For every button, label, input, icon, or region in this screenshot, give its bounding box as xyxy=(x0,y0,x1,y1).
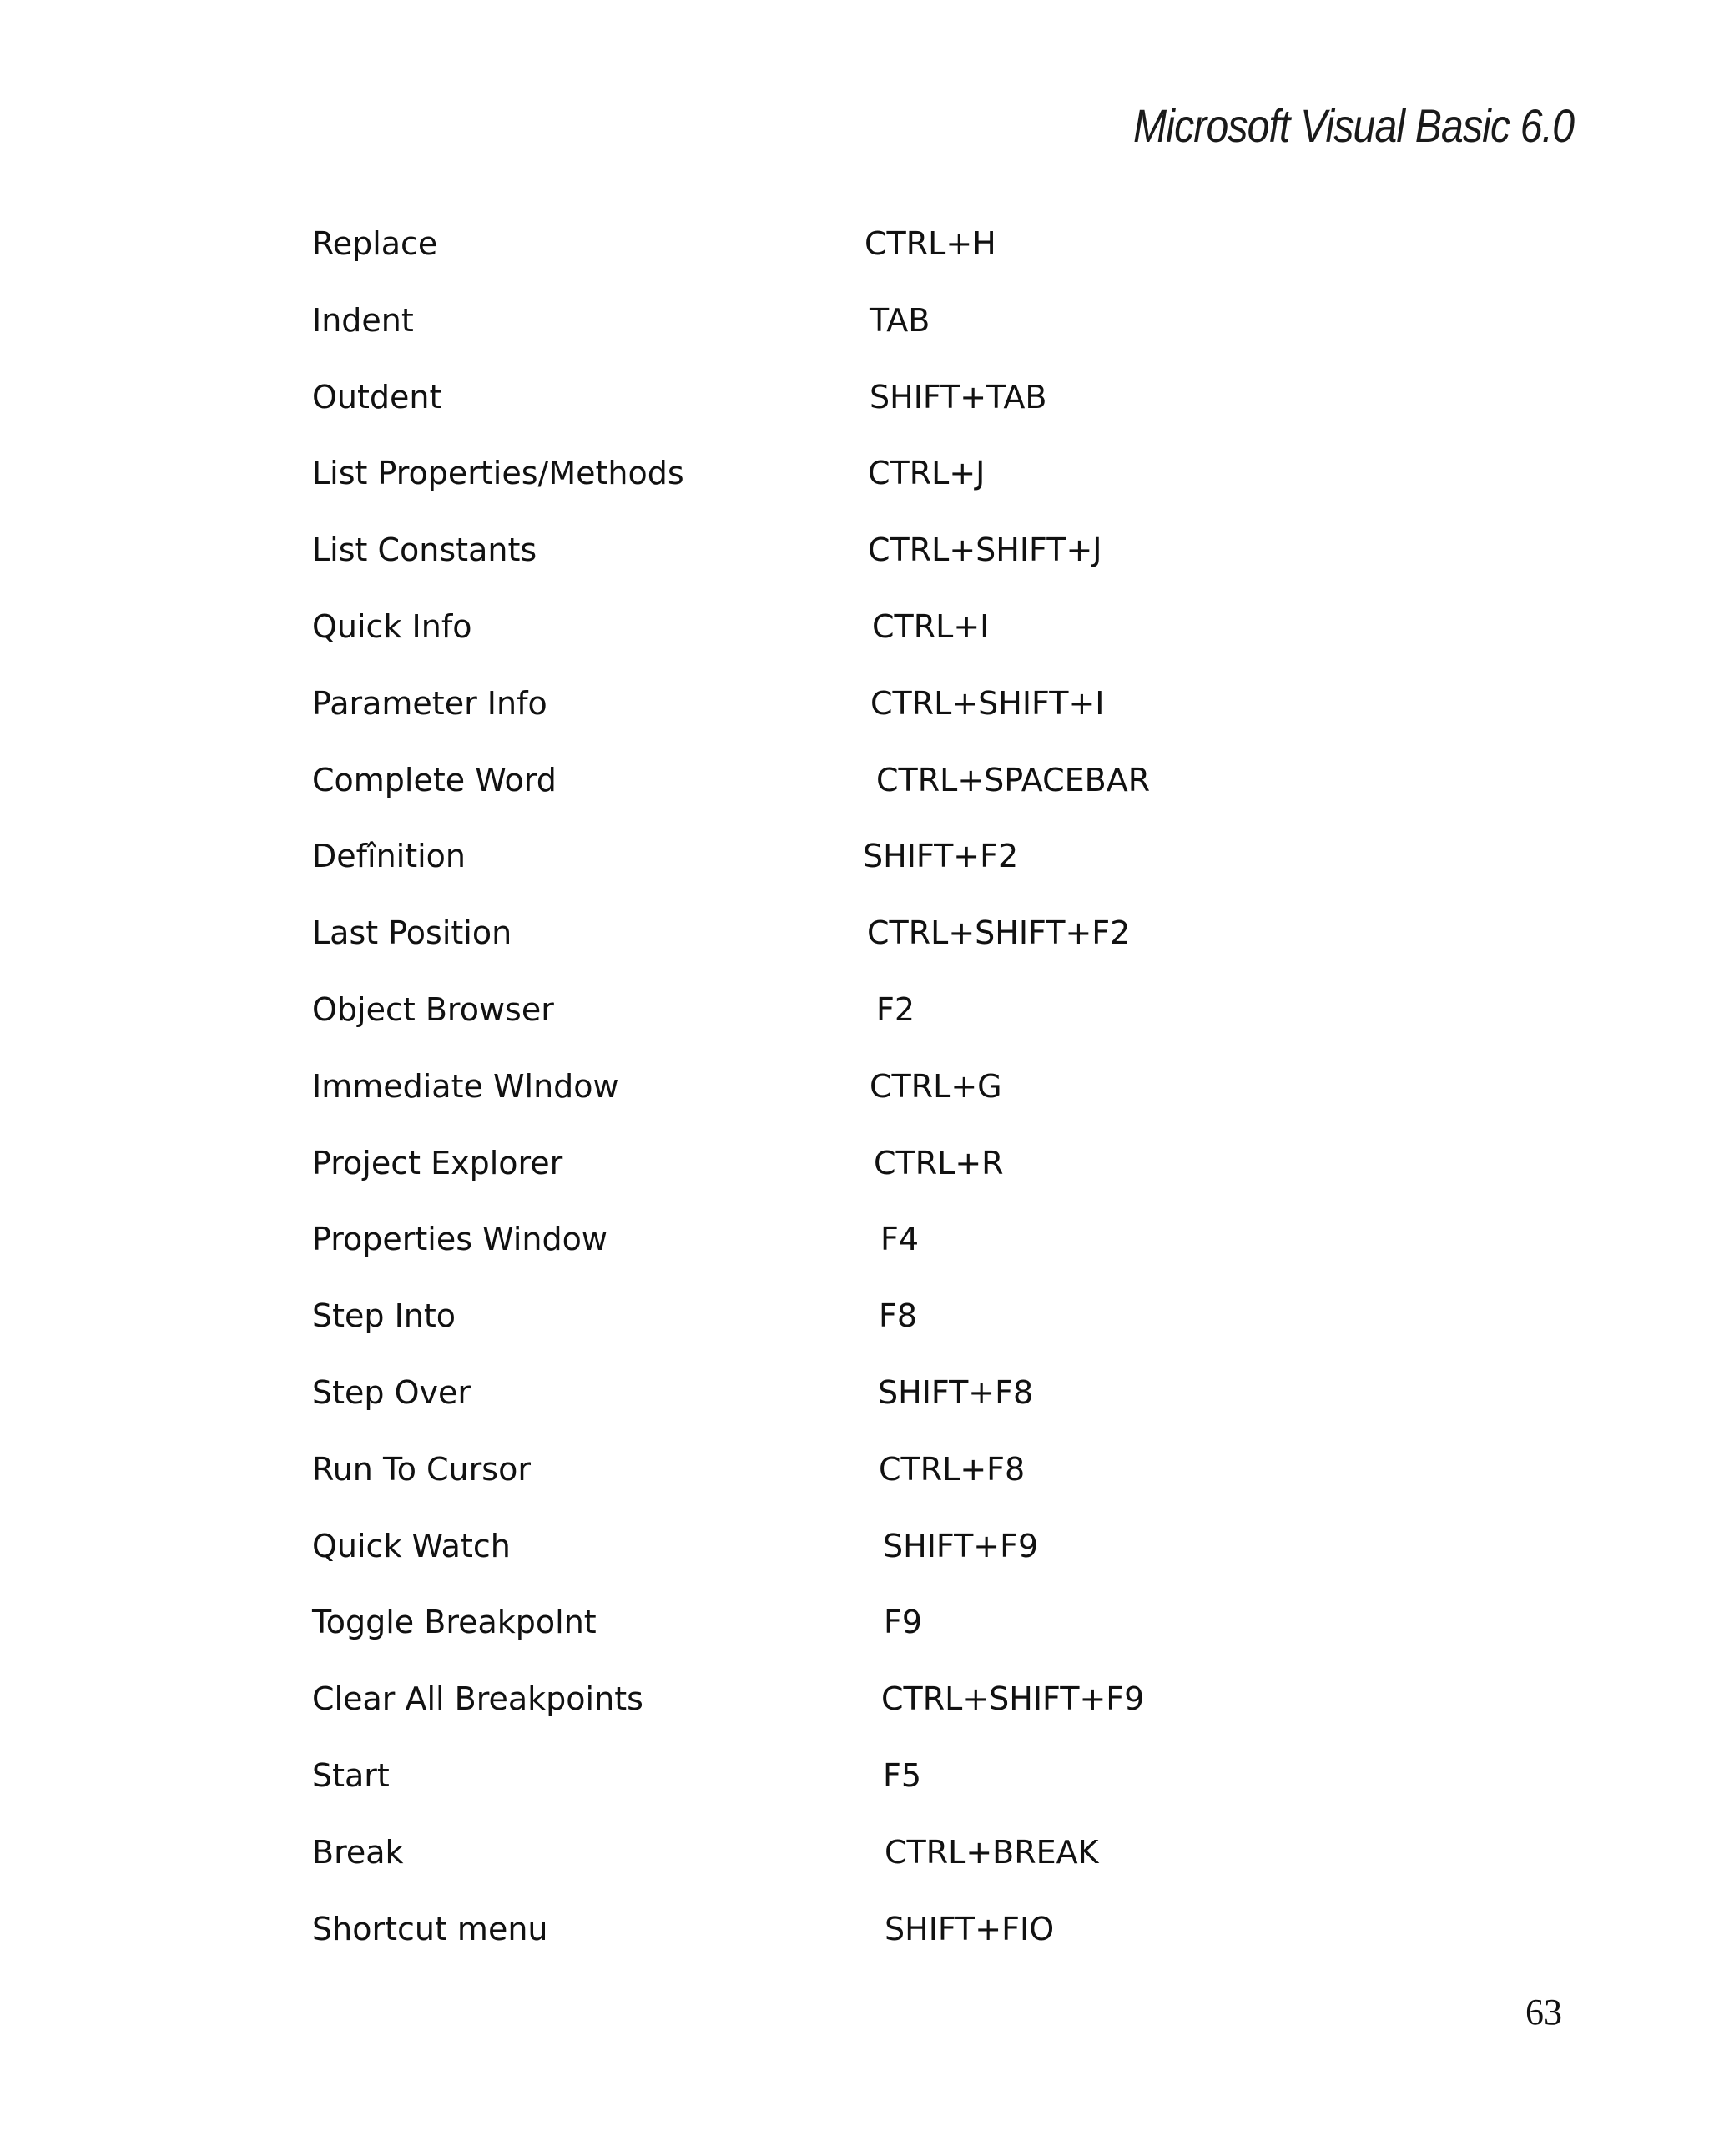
shortcut-row xyxy=(312,372,1397,449)
key-combo: F5 xyxy=(883,1756,922,1794)
shortcut-row xyxy=(312,602,1397,678)
command-label: Project Explorer xyxy=(312,1144,563,1181)
shortcut-row xyxy=(312,1368,1397,1444)
command-label: Shortcut menu xyxy=(312,1910,548,1947)
command-label: Break xyxy=(312,1833,404,1871)
command-label: List Properties/Methods xyxy=(312,455,684,492)
command-label: Start xyxy=(312,1756,390,1794)
command-label: Run To Cursor xyxy=(312,1450,531,1488)
running-header: Microsoft Visual Basic 6.0 xyxy=(1132,99,1574,152)
command-label: Defînition xyxy=(312,838,466,875)
shortcut-row xyxy=(312,295,1397,372)
shortcut-row xyxy=(312,755,1397,832)
command-label: Quick Info xyxy=(312,607,472,645)
key-combo: CTRL+J xyxy=(868,455,986,492)
command-label: Immediate Wlndow xyxy=(312,1067,619,1105)
key-combo: CTRL+R xyxy=(874,1144,1004,1181)
key-combo: CTRL+SHIFT+J xyxy=(868,531,1102,569)
shortcut-row xyxy=(312,448,1397,525)
shortcut-row xyxy=(312,1674,1397,1750)
shortcut-row xyxy=(312,525,1397,602)
key-combo: CTRL+BREAK xyxy=(885,1833,1099,1871)
key-combo: CTRL+SHIFT+F2 xyxy=(867,914,1131,952)
shortcut-row xyxy=(312,1444,1397,1521)
command-label: List Constants xyxy=(312,531,537,569)
key-combo: SHIFT+F9 xyxy=(883,1527,1039,1564)
command-label: Parameter Info xyxy=(312,684,547,722)
shortcut-list xyxy=(312,219,1397,1980)
command-label: Object Browser xyxy=(312,990,554,1028)
command-label: Quick Watch xyxy=(312,1527,511,1564)
command-label: Complete Word xyxy=(312,761,557,798)
shortcut-row xyxy=(312,1291,1397,1368)
key-combo: CTRL+H xyxy=(865,225,996,262)
command-label: Indent xyxy=(312,301,414,339)
key-combo: F2 xyxy=(876,990,915,1028)
key-combo: F9 xyxy=(884,1604,923,1641)
command-label: Outdent xyxy=(312,378,442,416)
command-label: Step Over xyxy=(312,1373,471,1411)
command-label: Step Into xyxy=(312,1297,456,1335)
key-combo: SHIFT+F2 xyxy=(863,838,1019,875)
key-combo: TAB xyxy=(870,301,930,339)
shortcut-row xyxy=(312,1750,1397,1827)
key-combo: SHIFT+F8 xyxy=(878,1373,1034,1411)
key-combo: CTRL+I xyxy=(872,607,990,645)
command-label: Last Position xyxy=(312,914,512,952)
shortcut-row xyxy=(312,985,1397,1061)
shortcut-row xyxy=(312,908,1397,985)
shortcut-row xyxy=(312,1061,1397,1138)
key-combo: SHIFT+FIO xyxy=(885,1910,1055,1947)
shortcut-row xyxy=(312,1214,1397,1291)
key-combo: CTRL+SHIFT+I xyxy=(870,684,1105,722)
shortcut-row xyxy=(312,831,1397,908)
key-combo: CTRL+SHIFT+F9 xyxy=(881,1680,1145,1718)
shortcut-row xyxy=(312,1904,1397,1981)
key-combo: SHIFT+TAB xyxy=(870,378,1047,416)
key-combo: F8 xyxy=(879,1297,918,1335)
shortcut-row xyxy=(312,219,1397,295)
shortcut-row xyxy=(312,1597,1397,1674)
shortcut-row xyxy=(312,1827,1397,1904)
command-label: Toggle Breakpolnt xyxy=(312,1604,597,1641)
shortcut-row xyxy=(312,1138,1397,1215)
command-label: Properties Window xyxy=(312,1221,607,1258)
page-number: 63 xyxy=(1525,1992,1562,2033)
key-combo: CTRL+SPACEBAR xyxy=(876,761,1151,798)
command-label: Clear All Breakpoints xyxy=(312,1680,643,1718)
command-label: Replace xyxy=(312,225,438,262)
key-combo: CTRL+G xyxy=(870,1067,1002,1105)
key-combo: CTRL+F8 xyxy=(879,1450,1026,1488)
key-combo: F4 xyxy=(880,1221,920,1258)
shortcut-row xyxy=(312,678,1397,755)
shortcut-row xyxy=(312,1521,1397,1598)
